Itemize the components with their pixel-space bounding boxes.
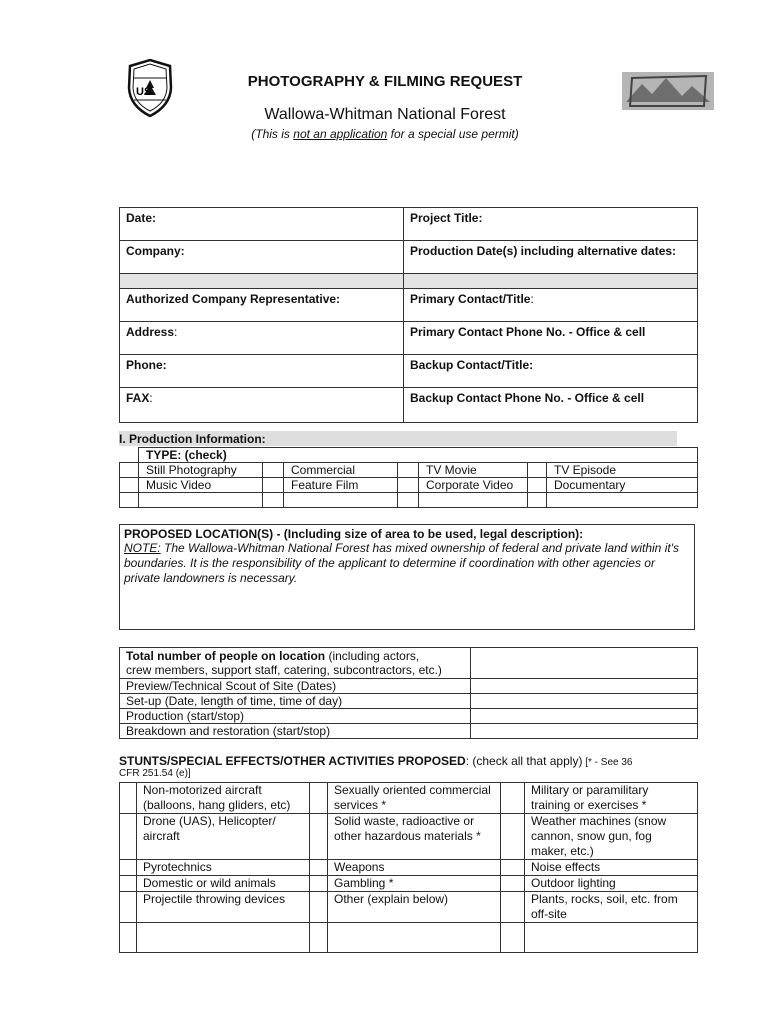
primary-phone-field[interactable]: Primary Contact Phone No. - Office & cell	[404, 322, 698, 355]
blank-option[interactable]	[547, 493, 698, 508]
svg-text:US: US	[136, 86, 152, 98]
stunts-heading-cfr: CFR 251.54 (e)]	[119, 768, 191, 779]
stunt-checkbox[interactable]	[310, 923, 328, 953]
total-people-label: Total number of people on location (including actors, crew members, support staff, catering, subcontractors, etc.)	[120, 648, 471, 679]
type-option: TV Movie	[419, 463, 528, 478]
schedule-label: Preview/Technical Scout of Site (Dates)	[120, 679, 471, 694]
production-value[interactable]	[471, 709, 698, 724]
tv-episode-checkbox[interactable]	[528, 463, 547, 478]
location-note: NOTE: The Wallowa-Whitman National Forest has mixed ownership of federal and private land within it's boundaries. It is the responsibility of the applicant to determine if coordination with other agencies or private landowners is necessary.	[124, 541, 679, 585]
fax-field[interactable]: FAX:	[120, 388, 404, 423]
stunt-checkbox[interactable]	[120, 876, 137, 892]
stunt-option: Weather machines (snow cannon, snow gun, fog maker, etc.)	[525, 814, 698, 860]
stunt-option: Projectile throwing devices	[137, 892, 310, 923]
type-option: Feature Film	[284, 478, 398, 493]
proposed-location-heading: PROPOSED LOCATION(S) - (Including size of area to be used, legal description):	[124, 527, 584, 541]
backup-contact-field[interactable]: Backup Contact/Title:	[404, 355, 698, 388]
stunts-table	[119, 782, 698, 953]
type-option: Commercial	[284, 463, 398, 478]
blank-checkbox[interactable]	[263, 493, 284, 508]
stunt-checkbox[interactable]	[120, 860, 137, 876]
setup-value[interactable]	[471, 694, 698, 709]
type-option: Corporate Video	[419, 478, 528, 493]
scout-dates-value[interactable]	[471, 679, 698, 694]
stunt-option[interactable]	[137, 923, 310, 953]
feature-film-checkbox[interactable]	[263, 478, 284, 493]
address-field[interactable]: Address:	[120, 322, 404, 355]
blank-checkbox[interactable]	[120, 493, 139, 508]
schedule-label: Set-up (Date, length of time, time of day)	[120, 694, 471, 709]
commercial-checkbox[interactable]	[263, 463, 284, 478]
type-label: TYPE: (check)	[139, 448, 698, 463]
stunt-checkbox[interactable]	[310, 892, 328, 923]
total-people-value[interactable]	[471, 648, 698, 679]
date-field[interactable]: Date:	[120, 208, 404, 241]
schedule-label: Breakdown and restoration (start/stop)	[120, 724, 471, 739]
stunt-option: Non-motorized aircraft (balloons, hang gliders, etc)	[137, 783, 310, 814]
stunt-checkbox[interactable]	[501, 860, 525, 876]
forest-name: Wallowa-Whitman National Forest	[264, 106, 506, 123]
tv-movie-checkbox[interactable]	[398, 463, 419, 478]
production-type-table	[119, 447, 698, 508]
proposed-location-box[interactable]	[119, 524, 695, 630]
contact-info-table	[119, 207, 698, 423]
stunt-option: Plants, rocks, soil, etc. from off-site	[525, 892, 698, 923]
blank-option[interactable]	[284, 493, 398, 508]
stunt-checkbox[interactable]	[501, 814, 525, 860]
stunt-checkbox[interactable]	[120, 814, 137, 860]
primary-contact-field[interactable]: Primary Contact/Title:	[404, 289, 698, 322]
page-title: PHOTOGRAPHY & FILMING REQUEST	[247, 73, 523, 90]
people-schedule-table	[119, 647, 698, 739]
stunt-option: Military or paramilitary training or exercises *	[525, 783, 698, 814]
schedule-label: Production (start/stop)	[120, 709, 471, 724]
company-field[interactable]: Company:	[120, 241, 404, 274]
representative-field[interactable]: Authorized Company Representative:	[120, 289, 404, 322]
blank-checkbox[interactable]	[528, 493, 547, 508]
stunt-option: Outdoor lighting	[525, 876, 698, 892]
gray-spacer	[120, 274, 404, 289]
blank-option[interactable]	[139, 493, 263, 508]
stunt-option: Other (explain below)	[328, 892, 501, 923]
stunt-checkbox[interactable]	[501, 876, 525, 892]
stunt-option: Weapons	[328, 860, 501, 876]
stunt-checkbox[interactable]	[310, 814, 328, 860]
backup-phone-field[interactable]: Backup Contact Phone No. - Office & cell	[404, 388, 698, 423]
stunt-checkbox[interactable]	[310, 860, 328, 876]
type-option: Still Photography	[139, 463, 263, 478]
stunt-option: Drone (UAS), Helicopter/ aircraft	[137, 814, 310, 860]
project-title-field[interactable]: Project Title:	[404, 208, 698, 241]
blank-option[interactable]	[419, 493, 528, 508]
stunt-checkbox[interactable]	[501, 923, 525, 953]
stunt-option: Gambling *	[328, 876, 501, 892]
type-option: Documentary	[547, 478, 698, 493]
stunt-option[interactable]	[525, 923, 698, 953]
production-dates-field[interactable]: Production Date(s) including alternative dates:	[404, 241, 698, 274]
stunt-option: Noise effects	[525, 860, 698, 876]
type-option: TV Episode	[547, 463, 698, 478]
stunt-checkbox[interactable]	[120, 923, 137, 953]
stunt-option: Solid waste, radioactive or other hazardous materials *	[328, 814, 501, 860]
spacer-cell	[120, 448, 139, 463]
subtitle: (This is not an application for a special use permit)	[251, 127, 519, 141]
stunt-checkbox[interactable]	[120, 783, 137, 814]
stunt-checkbox[interactable]	[310, 876, 328, 892]
stunt-checkbox[interactable]	[501, 783, 525, 814]
gray-spacer	[404, 274, 698, 289]
still-photography-checkbox[interactable]	[120, 463, 139, 478]
blank-checkbox[interactable]	[398, 493, 419, 508]
stunt-option: Sexually oriented commercial services *	[328, 783, 501, 814]
corporate-video-checkbox[interactable]	[398, 478, 419, 493]
stunt-option: Pyrotechnics	[137, 860, 310, 876]
phone-field[interactable]: Phone:	[120, 355, 404, 388]
stunt-checkbox[interactable]	[501, 892, 525, 923]
documentary-checkbox[interactable]	[528, 478, 547, 493]
music-video-checkbox[interactable]	[120, 478, 139, 493]
stunt-checkbox[interactable]	[120, 892, 137, 923]
stunt-option: Domestic or wild animals	[137, 876, 310, 892]
stunt-checkbox[interactable]	[310, 783, 328, 814]
breakdown-value[interactable]	[471, 724, 698, 739]
production-info-heading: I. Production Information:	[119, 432, 266, 446]
stunts-heading: STUNTS/SPECIAL EFFECTS/OTHER ACTIVITIES PROPOSED: (check all that apply) [* - See 36	[119, 754, 633, 768]
stunt-option[interactable]	[328, 923, 501, 953]
type-option: Music Video	[139, 478, 263, 493]
